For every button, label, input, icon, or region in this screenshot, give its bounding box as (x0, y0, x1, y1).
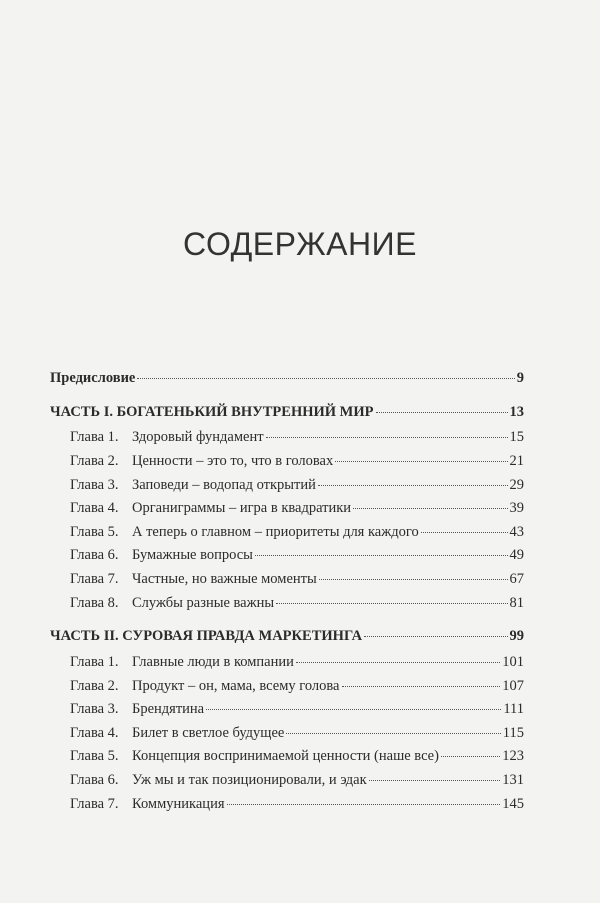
toc-chapter-entry (70, 497, 524, 519)
toc-part-heading (50, 401, 524, 423)
toc-page-number: 107 (502, 678, 524, 694)
toc-page-number: 123 (502, 748, 524, 764)
chapter-number: Глава 4. (70, 725, 119, 741)
chapter-title: Ценности – это то, что в головах (132, 453, 334, 469)
dot-leader (421, 531, 508, 533)
toc-page-number: 67 (509, 571, 524, 587)
toc-chapter-entry (70, 698, 524, 720)
dot-leader (318, 484, 508, 486)
chapter-number: Глава 5. (70, 748, 119, 764)
toc-page-number: 131 (502, 772, 524, 788)
toc-chapter-entry (70, 568, 524, 590)
chapter-number: Глава 2. (70, 678, 119, 694)
toc-entry-label: Предисловие (50, 370, 136, 386)
chapter-number: Глава 4. (70, 500, 119, 516)
dot-leader (376, 411, 508, 413)
dot-leader (342, 685, 501, 687)
toc-chapter-entry (70, 450, 524, 472)
chapter-number: Глава 7. (70, 796, 119, 812)
dot-leader (296, 661, 500, 663)
toc-chapter-entry (70, 769, 524, 791)
toc-chapter-entry (70, 426, 524, 448)
chapter-number: Глава 8. (70, 595, 119, 611)
toc-page-number: 145 (502, 796, 524, 812)
toc-page-number: 49 (509, 547, 524, 563)
page-title: СОДЕРЖАНИЕ (183, 226, 417, 263)
dot-leader (276, 602, 507, 604)
dot-leader (255, 554, 508, 556)
chapter-title: Коммуникация (132, 796, 225, 812)
toc-page-number: 39 (509, 500, 524, 516)
chapter-title: Органиграммы – игра в квадратики (132, 500, 352, 516)
chapter-number: Глава 3. (70, 701, 119, 717)
chapter-number: Глава 1. (70, 429, 119, 445)
chapter-title: Частные, но важные моменты (132, 571, 317, 587)
toc-page-number: 21 (509, 453, 524, 469)
chapter-number: Глава 5. (70, 524, 119, 540)
toc-entry-preface (50, 367, 524, 389)
chapter-title: Заповеди – водопад открытий (132, 477, 316, 493)
toc-page-number: 9 (516, 370, 524, 386)
toc-chapter-entry (70, 793, 524, 815)
dot-leader (353, 507, 507, 509)
toc-chapter-entry (70, 722, 524, 744)
chapter-title: Уж мы и так позиционировали, и эдак (132, 772, 367, 788)
toc-page-number: 111 (503, 701, 524, 717)
dot-leader (227, 803, 501, 805)
chapter-title: Концепция воспринимаемой ценности (наше все) (132, 748, 439, 764)
dot-leader (137, 377, 514, 379)
toc-page-number: 115 (502, 725, 524, 741)
chapter-title: Бумажные вопросы (132, 547, 253, 563)
dot-leader (286, 732, 500, 734)
toc-page-number: 101 (502, 654, 524, 670)
chapter-number: Глава 1. (70, 654, 119, 670)
toc-page-number: 29 (509, 477, 524, 493)
toc-chapter-entry (70, 592, 524, 614)
toc-chapter-entry (70, 544, 524, 566)
dot-leader (369, 779, 501, 781)
dot-leader (266, 436, 508, 438)
toc-part-heading (50, 625, 524, 647)
toc-page-number: 15 (509, 429, 524, 445)
dot-leader (364, 635, 507, 637)
chapter-number: Глава 2. (70, 453, 119, 469)
dot-leader (319, 578, 508, 580)
toc-entry-label: ЧАСТЬ I. БОГАТЕНЬКИЙ ВНУТРЕННИЙ МИР (50, 404, 374, 420)
toc-page-number: 13 (509, 404, 524, 420)
chapter-title: Продукт – он, мама, всему голова (132, 678, 340, 694)
toc-chapter-entry (70, 651, 524, 673)
chapter-number: Глава 6. (70, 547, 119, 563)
chapter-title: Билет в светлое будущее (132, 725, 285, 741)
chapter-number: Глава 3. (70, 477, 119, 493)
dot-leader (335, 460, 507, 462)
chapter-number: Глава 6. (70, 772, 119, 788)
toc-chapter-entry (70, 521, 524, 543)
dot-leader (206, 708, 501, 710)
toc-page-number: 81 (509, 595, 524, 611)
toc-page-number: 43 (509, 524, 524, 540)
chapter-title: Службы разные важны (132, 595, 275, 611)
toc-entry-label: ЧАСТЬ II. СУРОВАЯ ПРАВДА МАРКЕТИНГА (50, 628, 363, 644)
chapter-title: А теперь о главном – приоритеты для каждого (132, 524, 419, 540)
chapter-title: Брендятина (132, 701, 205, 717)
toc-chapter-entry (70, 474, 524, 496)
toc-page-number: 99 (509, 628, 524, 644)
toc-chapter-entry (70, 745, 524, 767)
chapter-number: Глава 7. (70, 571, 119, 587)
toc-chapter-entry (70, 675, 524, 697)
chapter-title: Главные люди в компании (132, 654, 294, 670)
chapter-title: Здоровый фундамент (132, 429, 264, 445)
dot-leader (441, 755, 500, 757)
